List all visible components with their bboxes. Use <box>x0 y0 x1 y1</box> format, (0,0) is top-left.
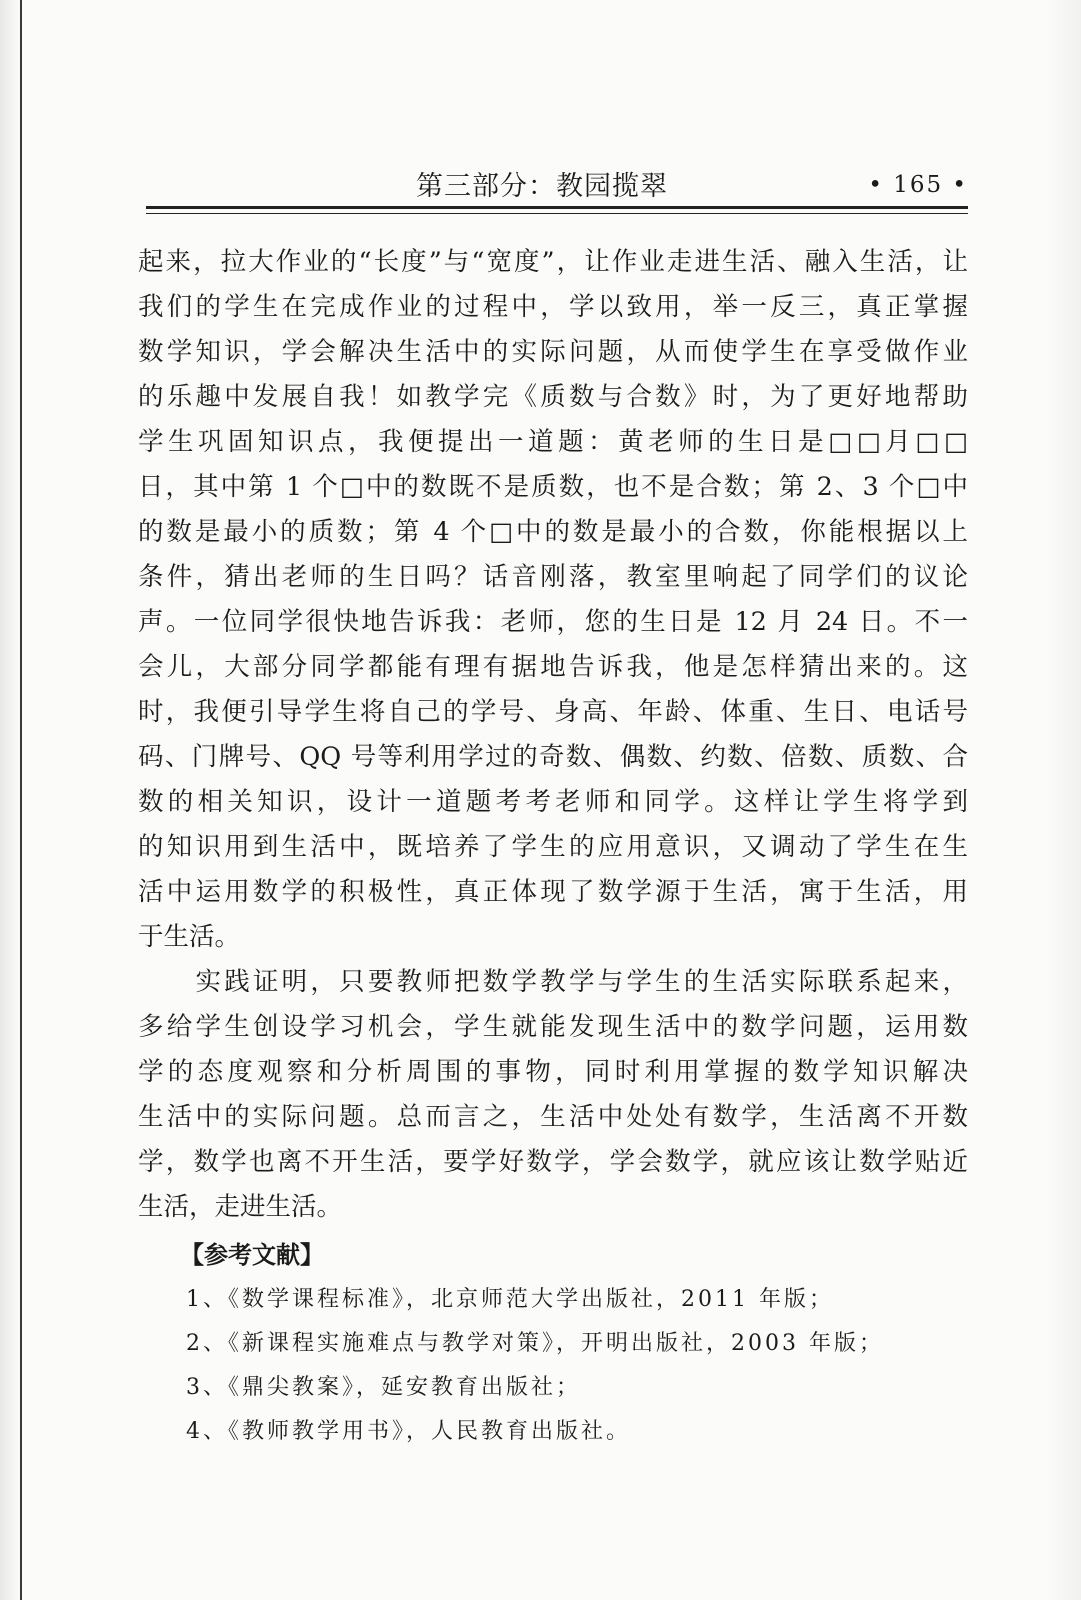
text-line: 学生巩固知识点，我便提出一道题：黄老师的生日是□□月□□ <box>138 427 968 457</box>
reference-item: 4、《教师教学用书》，人民教育出版社。 <box>186 1419 631 1444</box>
reference-item: 1、《数学课程标准》，北京师范大学出版社，2011 年版； <box>186 1287 834 1312</box>
page-body <box>138 240 968 1454</box>
text-line: 生活中的实际问题。总而言之，生活中处处有数学，生活离不开数 <box>138 1102 968 1132</box>
text-line: 起来，拉大作业的“长度”与“宽度”，让作业走进生活、融入生活，让 <box>138 247 968 277</box>
reference-item: 3、《鼎尖教案》，延安教育出版社； <box>186 1375 581 1400</box>
text-line: 学的态度观察和分析周围的事物，同时利用掌握的数学知识解决 <box>138 1057 968 1087</box>
text-line: 生活，走进生活。 <box>138 1192 343 1222</box>
text-line: 条件，猜出老师的生日吗？话音刚落，教室里响起了同学们的议论 <box>138 562 968 592</box>
references-heading: 【参考文献】 <box>180 1240 324 1269</box>
text-line: 声。一位同学很快地告诉我：老师，您的生日是 12 月 24 日。不一 <box>138 607 968 637</box>
paragraph-1 <box>138 240 968 960</box>
paragraph-2 <box>138 960 968 1230</box>
text-line: 实践证明，只要教师把数学教学与学生的生活实际联系起来， <box>138 967 968 997</box>
scan-right-shadow <box>1047 0 1081 1600</box>
text-line: 学，数学也离不开生活，要学好数学，学会数学，就应该让数学贴近 <box>138 1147 968 1177</box>
text-line: 数学知识，学会解决生活中的实际问题，从而使学生在享受做作业 <box>138 337 968 367</box>
references-section <box>138 1232 968 1454</box>
header-rule-thick <box>146 206 968 209</box>
text-line: 会儿，大部分同学都能有理有据地告诉我，他是怎样猜出来的。这 <box>138 652 968 682</box>
running-title: 第三部分：教园揽翠 <box>416 171 668 202</box>
text-line: 我们的学生在完成作业的过程中，学以致用，举一反三，真正掌握 <box>138 292 968 322</box>
scan-left-edge <box>0 0 24 1600</box>
text-line: 多给学生创设学习机会，学生就能发现生活中的数学问题，运用数 <box>138 1012 968 1042</box>
header-rule-thin <box>146 213 968 214</box>
reference-item: 2、《新课程实施难点与教学对策》，开明出版社，2003 年版； <box>186 1331 884 1356</box>
text-line: 的乐趣中发展自我！如教学完《质数与合数》时，为了更好地帮助 <box>138 382 968 412</box>
text-line: 码、门牌号、QQ 号等利用学过的奇数、偶数、约数、倍数、质数、合 <box>138 742 968 772</box>
text-line: 于生活。 <box>138 922 241 952</box>
text-line: 的知识用到生活中，既培养了学生的应用意识，又调动了学生在生 <box>138 832 968 862</box>
page-header <box>146 164 968 206</box>
page-number: • 165 • <box>868 172 968 198</box>
text-line: 日，其中第 1 个□中的数既不是质数，也不是合数；第 2、3 个□中 <box>138 472 968 502</box>
text-line: 活中运用数学的积极性，真正体现了数学源于生活，寓于生活，用 <box>138 877 968 907</box>
text-line: 时，我便引导学生将自己的学号、身高、年龄、体重、生日、电话号 <box>138 697 968 727</box>
text-line: 的数是最小的质数；第 4 个□中的数是最小的合数，你能根据以上 <box>138 517 968 547</box>
text-line: 数的相关知识，设计一道题考考老师和同学。这样让学生将学到 <box>138 787 968 817</box>
